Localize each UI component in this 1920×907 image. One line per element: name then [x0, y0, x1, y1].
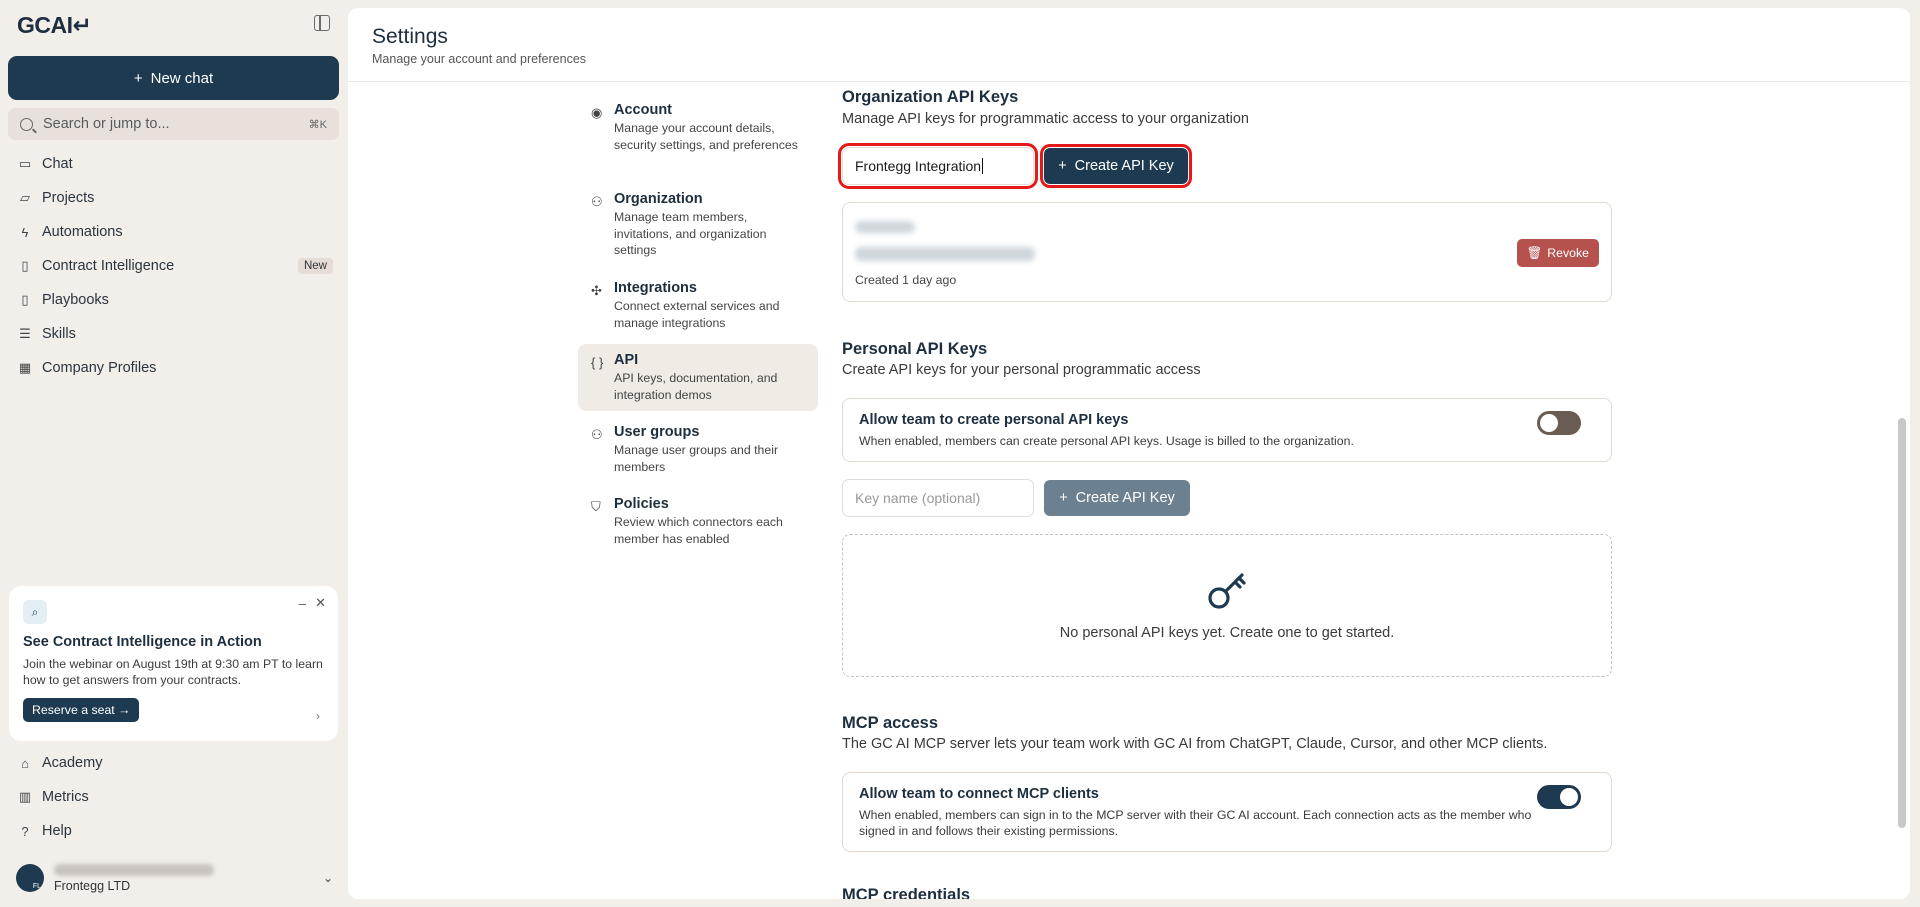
mcp-title: MCP access — [842, 714, 939, 732]
users-icon: ⚇ — [591, 194, 603, 209]
mcp-subtitle: The GC AI MCP server lets your team work with GC AI from ChatGPT, Claude, Cursor, and other MCP clients. — [842, 736, 1548, 752]
settings-nav-integrations[interactable] — [578, 272, 818, 339]
personal-keys-empty-state — [842, 534, 1612, 677]
page-header — [348, 8, 1910, 82]
settings-nav-organization[interactable] — [578, 183, 818, 267]
create-api-key-label: Create API Key — [1075, 490, 1175, 506]
toggle-knob — [1540, 414, 1558, 432]
sidebar-item-automations[interactable] — [8, 217, 339, 247]
sidebar-item-label: Metrics — [42, 789, 89, 805]
personal-key-name-placeholder: Key name (optional) — [855, 490, 981, 506]
personal-key-name-input[interactable] — [842, 479, 1034, 517]
user-menu[interactable] — [8, 860, 339, 896]
settings-nav-title: User groups — [614, 424, 700, 440]
users-icon: ⚇ — [591, 427, 603, 442]
search-input[interactable] — [8, 108, 339, 140]
close-icon[interactable]: ✕ — [315, 595, 326, 610]
mcp-credentials-title: MCP credentials — [842, 886, 971, 899]
sidebar-item-metrics[interactable] — [8, 782, 339, 812]
settings-nav-api[interactable] — [578, 344, 818, 411]
search-placeholder: Search or jump to... — [43, 116, 170, 132]
sidebar-collapse-icon[interactable] — [314, 15, 330, 31]
sidebar-item-playbooks[interactable] — [8, 285, 339, 315]
org-keys-title: Organization API Keys — [842, 88, 1019, 106]
shield-icon: ⛉ — [591, 499, 601, 514]
sidebar-item-label: Academy — [42, 755, 103, 771]
sidebar-item-chat[interactable] — [8, 149, 339, 179]
book-icon: ▯ — [21, 292, 29, 307]
minimize-icon[interactable]: – — [298, 596, 306, 611]
new-badge: New — [298, 258, 333, 274]
settings-nav-account[interactable] — [578, 94, 818, 161]
mcp-toggle[interactable] — [1537, 785, 1581, 809]
key-value-redacted — [855, 247, 1035, 261]
promo-card — [9, 586, 338, 741]
chevron-down-icon: ⌄ — [322, 871, 333, 885]
settings-nav-desc: Manage your account details, security settings, and preferences — [614, 121, 798, 152]
sidebar-item-skills[interactable] — [8, 319, 339, 349]
mcp-toggle-card — [842, 772, 1612, 852]
settings-nav-desc: Manage user groups and their members — [614, 443, 779, 474]
trash-icon: 🗑 — [1526, 245, 1543, 260]
sidebar-item-company-profiles[interactable] — [8, 353, 339, 383]
settings-nav-desc: Connect external services and manage integrations — [614, 299, 780, 330]
personal-keys-title: Personal API Keys — [842, 340, 988, 358]
settings-nav-user-groups[interactable] — [578, 416, 818, 483]
settings-nav-title: Integrations — [614, 280, 697, 296]
new-chat-button[interactable] — [8, 56, 339, 100]
toggle-title: Allow team to create personal API keys — [859, 412, 1129, 428]
braces-icon: { } — [591, 355, 604, 370]
org-keys-subtitle: Manage API keys for programmatic access to your organization — [842, 111, 1249, 127]
settings-nav-title: Account — [614, 102, 672, 118]
user-name-redacted — [54, 864, 214, 876]
settings-nav-desc: API keys, documentation, and integration demos — [614, 371, 778, 402]
sidebar-item-label: Help — [42, 823, 72, 839]
key-created-date: Created 1 day ago — [855, 273, 957, 287]
revoke-button[interactable] — [1517, 239, 1599, 267]
app-logo[interactable]: GCAI↵ — [17, 12, 92, 38]
personal-keys-subtitle: Create API keys for your personal programmatic access — [842, 362, 1201, 378]
sidebar-item-academy[interactable] — [8, 748, 339, 778]
sidebar-item-label: Automations — [42, 224, 123, 240]
org-api-key-card — [842, 202, 1612, 302]
promo-title: See Contract Intelligence in Action — [23, 634, 262, 650]
search-shortcut: ⌘K — [308, 118, 327, 131]
chevron-right-icon[interactable]: › — [316, 709, 320, 723]
plus-icon: + — [1059, 490, 1068, 506]
user-info — [54, 864, 214, 893]
sidebar-item-projects[interactable] — [8, 183, 339, 213]
org-key-name-value: Frontegg Integration — [855, 158, 982, 174]
create-org-api-key-button[interactable] — [1044, 148, 1188, 184]
avatar: FL — [16, 864, 44, 892]
sidebar-item-label: Chat — [42, 156, 73, 172]
promo-text: Join the webinar on August 19th at 9:30 am PT to learn how to get answers from your contracts. — [23, 657, 323, 687]
sidebar-item-label: Skills — [42, 326, 76, 342]
sidebar-item-help[interactable] — [8, 816, 339, 846]
revoke-label: Revoke — [1547, 246, 1589, 260]
document-search-icon: ⌕ — [23, 600, 47, 624]
settings-nav-title: API — [614, 352, 639, 368]
new-chat-label: New chat — [150, 69, 214, 87]
settings-nav-policies[interactable] — [578, 488, 818, 555]
settings-nav-desc: Manage team members, invitations, and organization settings — [614, 210, 767, 257]
sidebar-item-label: Playbooks — [42, 292, 109, 308]
key-name-redacted — [855, 221, 915, 233]
folder-icon: ▱ — [20, 190, 30, 205]
sidebar-item-label: Contract Intelligence — [42, 258, 175, 274]
scrollbar[interactable] — [1898, 418, 1906, 828]
personal-keys-toggle-card — [842, 398, 1612, 462]
list-icon: ☰ — [19, 326, 31, 341]
page-subtitle: Manage your account and preferences — [372, 52, 587, 66]
user-circle-icon: ◉ — [591, 105, 603, 120]
plus-icon: + — [133, 69, 143, 87]
sidebar-item-label: Projects — [42, 190, 95, 206]
org-key-name-input[interactable] — [842, 147, 1034, 185]
sidebar — [0, 0, 347, 907]
building-icon: ▦ — [18, 360, 32, 375]
create-api-key-label: Create API Key — [1074, 158, 1174, 174]
chat-icon: ▭ — [18, 156, 32, 171]
puzzle-icon: ✣ — [591, 283, 602, 298]
empty-state-text: No personal API keys yet. Create one to get started. — [1059, 625, 1395, 641]
help-icon: ? — [21, 823, 29, 839]
bolt-icon: ϟ — [21, 224, 29, 240]
sidebar-item-contract-intelligence[interactable] — [8, 251, 339, 281]
plus-icon: + — [1058, 158, 1067, 174]
chart-icon: ▥ — [18, 789, 32, 804]
text-cursor — [982, 158, 983, 174]
toggle-title: Allow team to connect MCP clients — [859, 786, 1099, 802]
settings-nav-title: Policies — [614, 496, 669, 512]
reserve-seat-button[interactable]: Reserve a seat → — [23, 698, 139, 722]
main-panel — [348, 8, 1910, 899]
create-personal-api-key-button[interactable] — [1044, 480, 1190, 516]
settings-nav-title: Organization — [614, 191, 703, 207]
toggle-desc: When enabled, members can sign in to the MCP server with their GC AI account. Each connection acts as the member who signed in and follows their existing permissions. — [859, 808, 1532, 838]
sidebar-item-label: Company Profiles — [42, 360, 157, 376]
personal-keys-toggle[interactable] — [1537, 411, 1581, 435]
page-title: Settings — [372, 25, 448, 48]
graduation-cap-icon: ⌂ — [21, 755, 29, 771]
search-icon — [20, 118, 33, 131]
toggle-knob — [1560, 788, 1578, 806]
user-org: Frontegg LTD — [54, 878, 131, 893]
settings-nav-desc: Review which connectors each member has enabled — [614, 515, 783, 546]
toggle-desc: When enabled, members can create personal API keys. Usage is billed to the organization. — [859, 434, 1354, 448]
key-icon — [1206, 569, 1250, 613]
document-search-icon: ▯ — [21, 258, 29, 273]
